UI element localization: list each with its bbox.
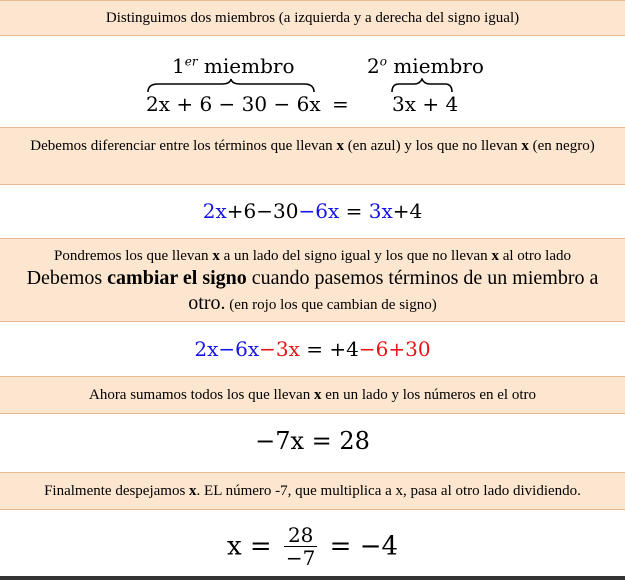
step-2-text-b: (en azul) y los que no llevan (343, 138, 522, 154)
equation-3 (0, 337, 625, 361)
eq2-term-constants: +6−30 (226, 199, 299, 223)
eq3-term-2x: 2x (194, 337, 219, 361)
eq2-term-2x: 2x (202, 199, 227, 223)
eq2-term-3x: 3x (368, 199, 393, 223)
first-member-superscript: er (184, 54, 198, 69)
equation-1-members (0, 50, 625, 130)
step-4-band (0, 376, 625, 414)
eq3-term-minus-6x: −6x (218, 337, 260, 361)
step-3-band (0, 238, 625, 322)
eq4-text: −7x = 28 (255, 427, 370, 455)
step-3-text-a: Pondremos los que llevan (53, 248, 213, 264)
step-2-x-1: x (336, 138, 344, 154)
first-member-expression: 2x + 6 − 30 − 6x (146, 92, 321, 116)
step-2-x-2: x (521, 138, 529, 154)
equation-2 (0, 199, 625, 223)
eq3-equals: = (299, 337, 330, 361)
step-3-text-d: Debemos (26, 267, 108, 289)
eq3-term-minus-3x: −3x (259, 337, 300, 361)
step-5-x: x (189, 483, 197, 499)
first-member-number: 1 (172, 54, 185, 78)
step-3-x-1: x (212, 248, 220, 264)
step-4-x: x (313, 387, 322, 403)
step-4-text-a: Ahora sumamos todos los que llevan (88, 387, 314, 403)
step-2-text-c: (en negro) (528, 138, 595, 154)
step-5-band (0, 472, 625, 510)
step-2-text-a: Debemos diferenciar entre los términos que llevan (30, 138, 337, 154)
step-3-line-1 (6, 246, 619, 266)
eq5-numerator: 28 (284, 524, 317, 547)
step-3-text-f: (en rojo los que cambian de signo) (225, 297, 437, 313)
step-3-bold: cambiar el signo (107, 267, 247, 289)
step-3-line-2 (6, 266, 619, 318)
step-4-text-b: en un lado y los números en el otro (321, 387, 537, 403)
first-member-word: miembro (197, 54, 295, 78)
eq2-equals: = (339, 199, 369, 223)
eq2-term-minus-6x: −6x (298, 199, 340, 223)
equation-5 (0, 524, 625, 569)
step-1-text: Distinguimos dos miembros (a izquierda y a derecha del signo igual) (105, 10, 520, 26)
step-1-band (0, 0, 625, 36)
second-member-superscript: o (379, 54, 387, 69)
step-2-band (0, 127, 625, 185)
second-member-number: 2 (367, 54, 380, 78)
second-member-label (367, 54, 484, 78)
step-5-text-b: . EL número -7, que multiplica a x, pasa al otro lado dividiendo. (196, 483, 581, 499)
bottom-rule (0, 576, 625, 580)
eq5-denominator: −7 (285, 546, 316, 570)
eq5-fraction (284, 524, 317, 569)
step-3-text-b: a un lado del signo igual y los que no llevan (219, 248, 492, 264)
step-3-text-c: al otro lado (498, 248, 572, 264)
first-member-label (172, 54, 295, 78)
equation-1-equals: = (332, 92, 349, 116)
second-member-expression: 3x + 4 (392, 92, 459, 116)
second-member-word: miembro (386, 54, 484, 78)
step-3-x-2: x (491, 248, 499, 264)
eq3-term-constants: −6+30 (358, 337, 431, 361)
step-5-text-a: Finalmente despejamos (44, 483, 190, 499)
eq2-term-plus-4: +4 (392, 199, 423, 223)
step-3-text-e: cuando pasemos términos de un miembro a otro. (188, 267, 599, 314)
equation-4 (0, 427, 625, 455)
eq3-term-plus-4: +4 (329, 337, 359, 361)
eq5-lhs: x = (226, 531, 272, 562)
eq5-rhs: = −4 (329, 531, 399, 562)
